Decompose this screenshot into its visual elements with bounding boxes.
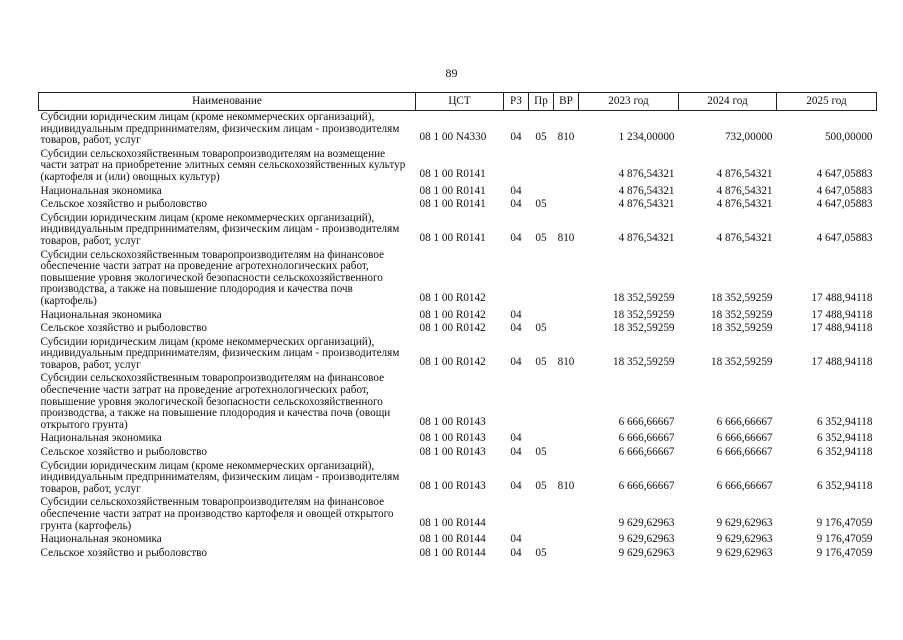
row-rz (504, 372, 529, 432)
row-2025: 4 647,05883 (816, 198, 873, 211)
row-2025: 6 352,94118 (816, 446, 873, 459)
row-name: Субсидии сельскохозяйственным товаропроизводителям на финансовое обеспечение части затрат на проведение агротехнологических работ, повышение уровня экологической безопасности сельскохозяйственного производства, а также на повышение плодородия и качества почв (картофель) (40, 248, 385, 307)
row-2023: 18 352,59259 (612, 308, 675, 321)
row-cst: 08 1 00 R0143 (419, 432, 486, 445)
row-cst: 08 1 00 R0141 (419, 184, 486, 197)
row-2023: 6 666,66667 (618, 479, 675, 492)
row-pr: 05 (535, 355, 547, 368)
row-2023: 4 876,54321 (618, 184, 675, 197)
row-2024: 9 629,62963 (716, 533, 773, 546)
table-row (39, 336, 877, 373)
row-cst: 08 1 00 R0142 (419, 308, 486, 321)
row-cst: 08 1 00 R0142 (419, 355, 486, 368)
row-rz: 04 (510, 308, 522, 321)
row-vr (554, 309, 579, 323)
row-rz: 04 (510, 231, 522, 244)
row-rz: 04 (510, 322, 522, 335)
row-name: Национальная экономика (40, 533, 162, 546)
row-2023: 6 666,66667 (618, 415, 675, 428)
header-pr: Пр (529, 93, 554, 111)
row-rz: 04 (510, 546, 522, 559)
row-rz: 04 (510, 533, 522, 546)
row-pr (529, 309, 554, 323)
row-pr (529, 249, 554, 309)
table-header-row (39, 93, 877, 111)
row-vr: 810 (557, 131, 575, 144)
row-2024: 6 666,66667 (716, 415, 773, 428)
row-rz: 04 (510, 198, 522, 211)
row-2025: 500,00000 (824, 131, 873, 144)
row-pr (529, 185, 554, 199)
row-2024: 4 876,54321 (716, 198, 773, 211)
row-2023: 18 352,59259 (612, 291, 675, 304)
row-name: Субсидии сельскохозяйственным товаропроизводителям на возмещение части затрат на приобретение элитных семян сельскохозяйственных культур (картофеля и (или) овощных культур) (40, 147, 406, 183)
row-pr (529, 372, 554, 432)
row-pr (529, 496, 554, 533)
row-2025: 17 488,94118 (811, 308, 873, 321)
row-pr: 05 (535, 446, 547, 459)
row-vr (554, 372, 579, 432)
row-name: Субсидии сельскохозяйственным товаропроизводителям на финансовое обеспечение части затрат на производство картофеля и овощей открытого грунта (картофель) (40, 496, 394, 532)
header-rz: РЗ (504, 93, 529, 111)
row-2024: 732,00000 (724, 131, 773, 144)
table-row (39, 148, 877, 185)
budget-table (38, 92, 877, 560)
row-name: Национальная экономика (40, 308, 162, 321)
table-row (39, 212, 877, 249)
row-2023: 18 352,59259 (612, 322, 675, 335)
row-2023: 4 876,54321 (618, 167, 675, 180)
row-cst: 08 1 00 R0143 (419, 446, 486, 459)
row-rz (504, 148, 529, 185)
table-row (39, 446, 877, 460)
row-2025: 17 488,94118 (811, 291, 873, 304)
row-vr (554, 496, 579, 533)
row-name: Национальная экономика (40, 184, 162, 197)
row-rz: 04 (510, 184, 522, 197)
table-row (39, 249, 877, 309)
table-body (39, 111, 877, 561)
table-row (39, 496, 877, 533)
row-2023: 6 666,66667 (618, 432, 675, 445)
row-vr (554, 446, 579, 460)
row-rz (504, 249, 529, 309)
row-cst: 08 1 00 R0142 (419, 291, 486, 304)
row-2024: 18 352,59259 (710, 308, 773, 321)
row-name: Сельское хозяйство и рыболовство (40, 546, 207, 559)
row-cst: 08 1 00 N4330 (419, 131, 487, 144)
row-cst: 08 1 00 R0141 (419, 231, 486, 244)
row-2024: 4 876,54321 (716, 167, 773, 180)
row-cst: 08 1 00 R0144 (419, 546, 486, 559)
row-vr (554, 185, 579, 199)
row-2023: 4 876,54321 (618, 231, 675, 244)
row-rz: 04 (510, 446, 522, 459)
row-2025: 4 647,05883 (816, 167, 873, 180)
row-2025: 9 176,47059 (816, 516, 873, 529)
row-2024: 9 629,62963 (716, 516, 773, 529)
row-name: Субсидии сельскохозяйственным товаропроизводителям на финансовое обеспечение части затрат на проведение агротехнологических работ, повышение уровня экологической безопасности сельскохозяйственного производства, а также на повышение плодородия и качества почв (овощи открытого грунта) (40, 372, 391, 431)
row-2024: 6 666,66667 (716, 432, 773, 445)
row-2023: 4 876,54321 (618, 198, 675, 211)
row-vr (554, 322, 579, 336)
row-2025: 4 647,05883 (816, 184, 873, 197)
row-2023: 18 352,59259 (612, 355, 675, 368)
header-2025: 2025 год (777, 93, 877, 111)
row-rz: 04 (510, 479, 522, 492)
row-rz: 04 (510, 355, 522, 368)
row-2025: 6 352,94118 (816, 432, 873, 445)
row-rz (504, 496, 529, 533)
row-vr (554, 249, 579, 309)
row-2024: 6 666,66667 (716, 446, 773, 459)
table-row (39, 111, 877, 148)
table-row (39, 185, 877, 199)
page-number: 89 (445, 66, 458, 80)
row-2024: 18 352,59259 (710, 291, 773, 304)
row-vr: 810 (557, 479, 575, 492)
row-pr: 05 (535, 479, 547, 492)
row-pr (529, 432, 554, 446)
table-row (39, 372, 877, 432)
row-vr (554, 547, 579, 561)
row-2023: 9 629,62963 (618, 516, 675, 529)
table-row (39, 198, 877, 212)
row-2024: 4 876,54321 (716, 231, 773, 244)
header-vr: ВР (554, 93, 579, 111)
row-2023: 6 666,66667 (618, 446, 675, 459)
row-2025: 6 352,94118 (816, 415, 873, 428)
row-pr: 05 (535, 322, 547, 335)
row-name: Субсидии юридическим лицам (кроме некоммерческих организаций), индивидуальным предпринимателям, физическим лицам - производителям товаров, работ, услуг (40, 211, 400, 247)
table-row (39, 309, 877, 323)
table-row (39, 460, 877, 497)
row-name: Национальная экономика (40, 432, 162, 445)
row-cst: 08 1 00 R0144 (419, 516, 486, 529)
row-pr: 05 (535, 546, 547, 559)
row-cst: 08 1 00 R0143 (419, 415, 486, 428)
table-row (39, 432, 877, 446)
row-cst: 08 1 00 R0141 (419, 167, 486, 180)
header-2023: 2023 год (579, 93, 679, 111)
row-name: Сельское хозяйство и рыболовство (40, 198, 207, 211)
row-vr: 810 (557, 355, 575, 368)
row-pr (529, 148, 554, 185)
row-2025: 6 352,94118 (816, 479, 873, 492)
row-2025: 9 176,47059 (816, 533, 873, 546)
row-2025: 17 488,94118 (811, 355, 873, 368)
row-2025: 9 176,47059 (816, 546, 873, 559)
row-rz: 04 (510, 131, 522, 144)
row-name: Субсидии юридическим лицам (кроме некоммерческих организаций), индивидуальным предпринимателям, физическим лицам - производителям товаров, работ, услуг (40, 459, 400, 495)
row-2025: 4 647,05883 (816, 231, 873, 244)
row-pr: 05 (535, 198, 547, 211)
row-2024: 4 876,54321 (716, 184, 773, 197)
row-2024: 18 352,59259 (710, 322, 773, 335)
table-row (39, 322, 877, 336)
row-pr (529, 533, 554, 547)
row-pr: 05 (535, 131, 547, 144)
row-rz: 04 (510, 432, 522, 445)
row-vr (554, 198, 579, 212)
row-name: Сельское хозяйство и рыболовство (40, 446, 207, 459)
row-2025: 17 488,94118 (811, 322, 873, 335)
table-row (39, 547, 877, 561)
row-cst: 08 1 00 R0141 (419, 198, 486, 211)
row-2023: 9 629,62963 (618, 546, 675, 559)
row-cst: 08 1 00 R0144 (419, 533, 486, 546)
header-name: Наименование (39, 93, 416, 111)
row-2024: 6 666,66667 (716, 479, 773, 492)
row-name: Субсидии юридическим лицам (кроме некоммерческих организаций), индивидуальным предпринимателям, физическим лицам - производителям товаров, работ, услуг (40, 111, 400, 147)
row-2023: 9 629,62963 (618, 533, 675, 546)
table-row (39, 533, 877, 547)
row-cst: 08 1 00 R0143 (419, 479, 486, 492)
row-name: Субсидии юридическим лицам (кроме некоммерческих организаций), индивидуальным предпринимателям, физическим лицам - производителям товаров, работ, услуг (40, 335, 400, 371)
row-vr (554, 148, 579, 185)
row-vr: 810 (557, 231, 575, 244)
row-vr (554, 533, 579, 547)
row-2024: 9 629,62963 (716, 546, 773, 559)
row-pr: 05 (535, 231, 547, 244)
row-name: Сельское хозяйство и рыболовство (40, 322, 207, 335)
row-vr (554, 432, 579, 446)
row-2023: 1 234,00000 (618, 131, 675, 144)
row-cst: 08 1 00 R0142 (419, 322, 486, 335)
header-cst: ЦСТ (416, 93, 504, 111)
row-2024: 18 352,59259 (710, 355, 773, 368)
header-2024: 2024 год (679, 93, 777, 111)
